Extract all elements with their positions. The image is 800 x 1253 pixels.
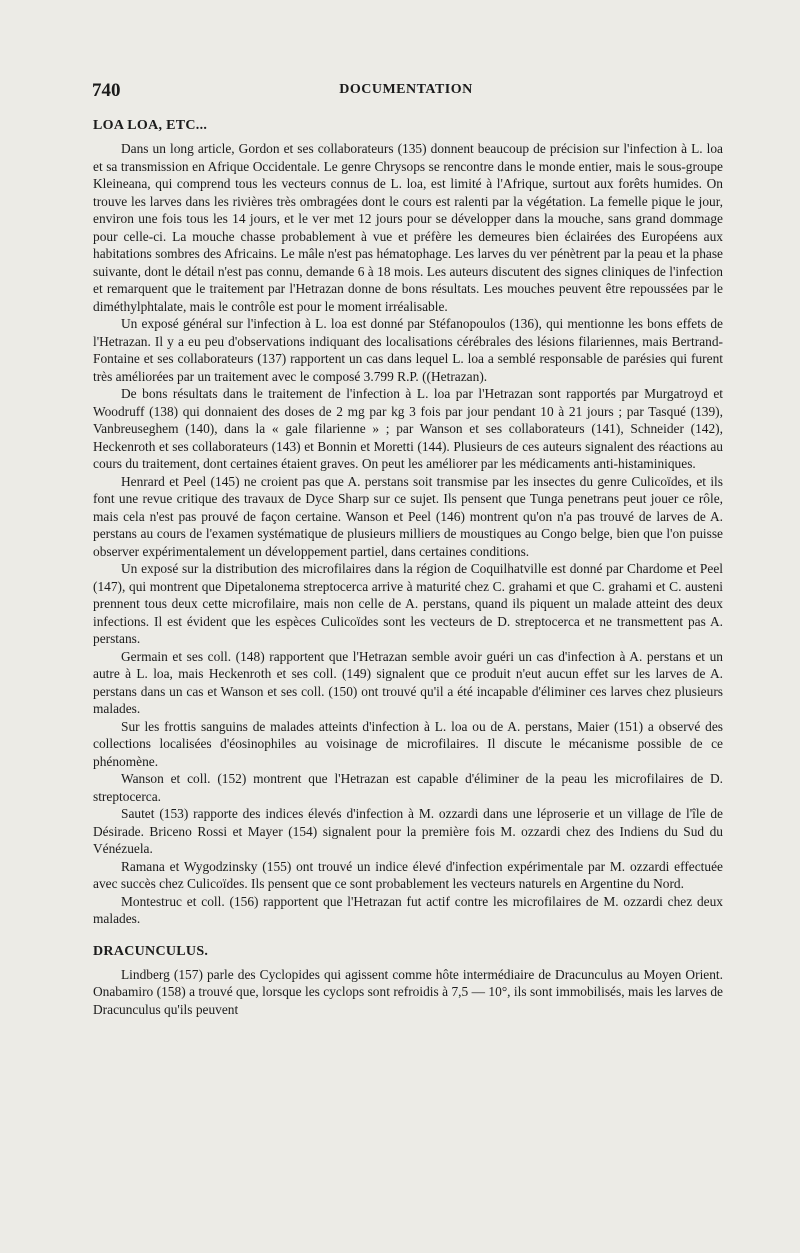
section-title-dracunculus: DRACUNCULUS. [93,943,209,959]
page-header [92,80,720,104]
section-title-loa-loa: LOA LOA, ETC... [93,118,208,133]
body-text [93,118,723,1018]
paragraph: Lindberg (157) parle des Cyclopides qui agissent comme hôte intermédiaire de Dracunculus au Moyen Orient. Onabamiro (158) a trouvé que, lorsque les cyclops sont refroidis à 7,5 — 10°, ils sont immobilisés, mais les larves de Dracunculus qu'ils peuvent [93,966,723,1017]
paragraph: Un exposé sur la distribution des microfilaires dans la région de Coquilhatville est donné par Chardome et Peel (147), qui montrent que Dipetalonema streptocerca arrive à maturité chez C. grahami et que C. grahami et C. austeni prennent tous deux cette microfilaire, mais non celle de A. perstans, quand ils piquent un malade atteint des deux infections. Il est évident que les espèces Culicoïdes sont les vecteurs de D. streptocerca et ne transmettent pas A. perstans. [93,561,723,646]
paragraph: Montestruc et coll. (156) rapportent que l'Hetrazan fut actif contre les microfilaires de M. ozzardi chez deux malades. [93,893,723,926]
paragraph: Wanson et coll. (152) montrent que l'Hetrazan est capable d'éliminer de la peau les microfilaires de D. streptocerca. [93,771,723,804]
paragraph: Sur les frottis sanguins de malades atteints d'infection à L. loa ou de A. perstans, Maier (151) a observé des collections localisées d'éosinophiles au voisinage de microfilaires. Il discute le mécanisme possible de ce phénomène. [93,718,723,769]
paragraph: Sautet (153) rapporte des indices élevés d'infection à M. ozzardi dans une léproserie et un village de l'île de Désirade. Briceno Rossi et Mayer (154) signalent pour la première fois M. ozzardi chez des Indiens du Sud du Vénézuela. [93,806,723,856]
paragraph: Ramana et Wygodzinsky (155) ont trouvé un indice élevé d'infection expérimentale par M. ozzardi effectuée avec succès chez Culicoïdes. Ils pensent que ce sont probablement les vecteurs naturels en Argentine du Nord. [93,858,723,891]
paragraph: Dans un long article, Gordon et ses collaborateurs (135) donnent beaucoup de précision sur l'infection à L. loa et sa transmission en Afrique Occidentale. Le genre Chrysops se rencontre dans le monde entier, mais le sous-groupe Kleineana, qui comprend tous les vecteurs connus de L. loa, est limité à l'Afrique, surtout aux forêts humides. On trouve les larves dans les rivières très ombragées dont le cours est ralenti par la végétation. La femelle pique le jour, environ une fois tous les 14 jours, et le ver met 12 jours pour se développer dans la mouche, sans grand dommage pour celle-ci. La mouche chasse probablement à vue et préfère les demeures bien éclairées des Européens aux habitations sombres des Africains. Le mâle n'est pas hématophage. Les larves du ver pénètrent par la peau et la phase suivante, dont le détail n'est pas connu, demande 6 à 18 mois. Les auteurs discutent des signes cliniques de l'infection et remarquent que le traitement par l'Hetrazan donne de bons résultats. Les mouches peuvent être repoussées par le diméthylphtalate, mais le contrôle est pour le moment irréalisable. [93,141,723,314]
paragraph: Germain et ses coll. (148) rapportent que l'Hetrazan semble avoir guéri un cas d'infection à A. perstans et un autre à L. loa, mais Heckenroth et ses coll. (149) signalent que ce produit n'eut aucun effet sur les larves de A. perstans dans un cas et Wanson et ses coll. (150) ont trouvé qu'il a été incapable d'éliminer ces larves chez plusieurs malades. [93,648,723,716]
page-number: 740 [92,80,121,101]
paragraph: De bons résultats dans le traitement de l'infection à L. loa par l'Hetrazan sont rapportés par Murgatroyd et Woodruff (138) qui donnaient des doses de 2 mg par kg 3 fois par jour pendant 10 à 21 jours ; par Tasqué (139), Vanbreuseghem (140), dans la « gale filarienne » ; par Wanson et ses collaborateurs (141), Schneider (142), Heckenroth et ses collaborateurs (143) et Bonnin et Moretti (144). Plusieurs de ces auteurs signalent des réactions au cours du traitement, dont certaines étaient graves. On peut les améliorer par les médicaments anti-histaminiques. [93,386,723,471]
paragraph: Un exposé général sur l'infection à L. loa est donné par Stéfanopoulos (136), qui mentionne les bons effets de l'Hetrazan. Il y a eu peu d'observations indiquant des localisations cérébrales des lésions filariennes, mais Bertrand-Fontaine et ses collaborateurs (137) rapportent un cas dans lequel L. loa a semblé responsable de parésies qui furent très améliorées par un traitement avec le composé 3.799 R.P. ((Hetrazan). [93,316,723,384]
running-title: DOCUMENTATION [339,82,473,97]
paragraph: Henrard et Peel (145) ne croient pas que A. perstans soit transmise par les insectes du genre Culicoïdes, et ils font une revue critique des travaux de Dyce Sharp sur ce sujet. Ils pensent que Tunga penetrans peut jouer ce rôle, mais cela n'est pas prouvé de façon certaine. Wanson et Peel (146) montrent qu'on n'a pas trouvé de larves de A. perstans au cours de l'examen systématique de plusieurs milliers de moustiques au Congo belge, bien que l'on puisse observer expérimentalement un développement partiel, dans certaines conditions. [93,473,723,559]
